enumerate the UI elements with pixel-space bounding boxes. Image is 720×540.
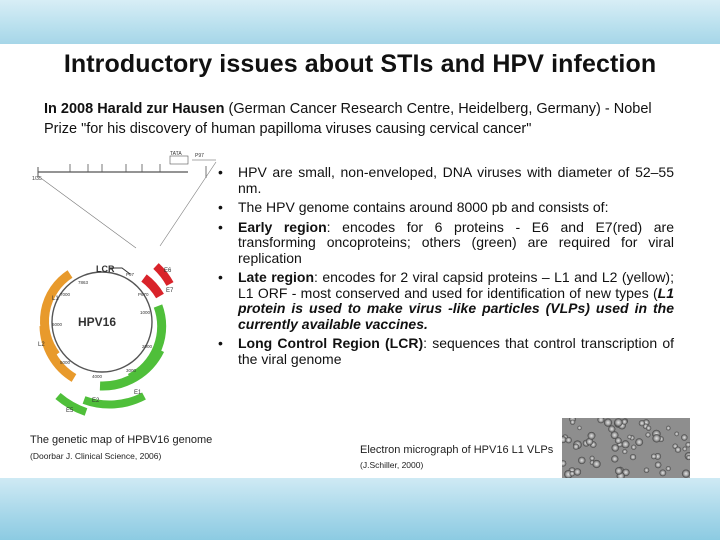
vlp-particle	[577, 426, 581, 430]
bullet-bold-term: Long Control Region (LCR)	[238, 335, 424, 351]
vlp-particle	[655, 462, 662, 469]
vlp-particle	[666, 466, 671, 471]
vlp-particle	[646, 426, 651, 431]
bullet-dot: •	[218, 199, 223, 215]
bullet-text	[238, 220, 674, 267]
projection-line-left	[38, 176, 136, 248]
circular-genome	[38, 264, 174, 414]
vlp-particle	[593, 460, 601, 468]
bullet-list	[218, 164, 675, 371]
vlp-particle	[652, 434, 660, 442]
label-l2: L2	[38, 342, 45, 348]
vlp-particle	[622, 440, 630, 448]
vlp-particle	[622, 449, 627, 454]
vlp-particle	[651, 454, 657, 460]
bullet-item	[218, 199, 674, 216]
label-p97: P97	[126, 272, 135, 277]
linear-genome-bar	[32, 151, 216, 182]
label-p670: P670	[138, 292, 149, 297]
vlp-particle	[611, 455, 618, 462]
vlp-particle	[630, 454, 636, 460]
num-start: 1/35	[32, 176, 42, 182]
vlp-particle	[604, 419, 612, 427]
intro-bold-name: In 2008 Harald zur Hausen	[44, 101, 225, 117]
label-p97-top: P97	[195, 153, 204, 159]
bullet-text	[238, 270, 674, 332]
bullet-dot: •	[218, 269, 223, 285]
bullet-bold-term: Late region	[238, 269, 314, 285]
electron-micrograph-image	[562, 418, 690, 478]
bullet-dot: •	[218, 218, 223, 235]
num-2000: 2000	[142, 344, 153, 349]
vlp-particle	[578, 457, 585, 464]
bullet-item	[218, 269, 674, 332]
bullet-text: The HPV genome contains around 8000 pb and consists of:	[238, 199, 609, 215]
bottom-decorative-band	[0, 478, 720, 540]
vlp-particle	[674, 432, 679, 437]
num-5000: 5000	[60, 360, 71, 365]
intro-text: (German Cancer Research Centre, Heidelberg, Germany) - Nobel Prize "for his discovery of human papilloma viruses causing cervical cancer"	[44, 101, 652, 137]
bullet-body: : encodes for 6 proteins - E6 and E7(red) are transforming oncoproteins; others (green) are required for viral replication	[238, 218, 675, 266]
figure-caption: The genetic map of HPBV16 genome	[30, 434, 213, 446]
hpv16-genome-map	[30, 150, 245, 428]
num-6000: 6000	[52, 322, 63, 327]
bullet-dot: •	[218, 164, 223, 180]
bullet-item	[218, 164, 674, 196]
label-l1: L1	[52, 296, 59, 302]
vlp-particle	[675, 447, 681, 453]
label-e6: E6	[164, 268, 172, 274]
projection-line-right	[160, 162, 216, 246]
label-e5: E5	[66, 408, 74, 414]
label-e2: E2	[92, 398, 100, 404]
vlp-particle	[639, 420, 645, 426]
num-7863: 7863	[78, 280, 89, 285]
vlp-particle	[682, 470, 690, 478]
slide-title: Introductory issues about STIs and HPV infection	[63, 50, 657, 78]
vlp-particle	[631, 445, 636, 450]
vlp-particle	[615, 467, 623, 475]
label-tata: TATA	[170, 151, 182, 157]
micrograph-caption: Electron micrograph of HPV16 L1 VLPs	[360, 444, 554, 456]
vlp-particle	[614, 418, 623, 427]
bullet-body: : encodes for 2 viral capsid proteins – L1 and L2 (yellow); L1 ORF - most conserved and used for identification of new types (	[238, 269, 674, 301]
intro-paragraph	[44, 99, 684, 139]
vlp-particle	[590, 456, 595, 461]
vlp-particle	[666, 426, 671, 431]
bullet-text	[238, 336, 674, 367]
vlp-particle	[573, 444, 579, 450]
vlp-particle	[659, 470, 666, 477]
label-e7: E7	[166, 288, 174, 294]
bullet-item	[218, 218, 675, 267]
num-3000: 3000	[126, 368, 137, 373]
vlp-particle	[612, 444, 619, 451]
vlp-particle	[570, 420, 575, 425]
vlp-particle	[681, 434, 687, 440]
genome-label: HPV16	[78, 315, 117, 329]
num-7000: 7000	[60, 292, 71, 297]
top-decorative-band	[0, 0, 720, 44]
vlp-particle	[645, 432, 650, 437]
vlp-particle	[608, 425, 615, 432]
bullet-dot: •	[218, 335, 223, 351]
vlp-particle	[683, 447, 688, 452]
bullet-item	[218, 335, 674, 367]
vlp-particle	[574, 468, 581, 475]
bullet-italic-note: L1 protein is used to make virus -like particles (VLPs) used in the currently available vaccines.	[238, 284, 674, 332]
lcr-label: LCR	[96, 264, 115, 274]
label-e1: E1	[134, 390, 142, 396]
figure-source: (Doorbar J. Clinical Science, 2006)	[30, 451, 162, 461]
vlp-particle	[615, 437, 622, 444]
bullet-bold-term: Early region	[238, 218, 327, 235]
vlp-particle	[588, 432, 596, 440]
micrograph-source: (J.Schiller, 2000)	[360, 460, 424, 470]
num-4000: 4000	[92, 374, 103, 379]
vlp-particle	[565, 437, 571, 443]
bullet-body: : sequences that control transcription of the viral genome	[238, 335, 674, 367]
vlp-particle	[644, 468, 649, 473]
bullet-text: HPV are small, non-enveloped, DNA viruses with diameter of 52–55 nm.	[238, 164, 674, 196]
num-1000: 1000	[140, 310, 151, 315]
vlp-particle	[635, 438, 643, 446]
vlp-particle	[627, 435, 631, 439]
